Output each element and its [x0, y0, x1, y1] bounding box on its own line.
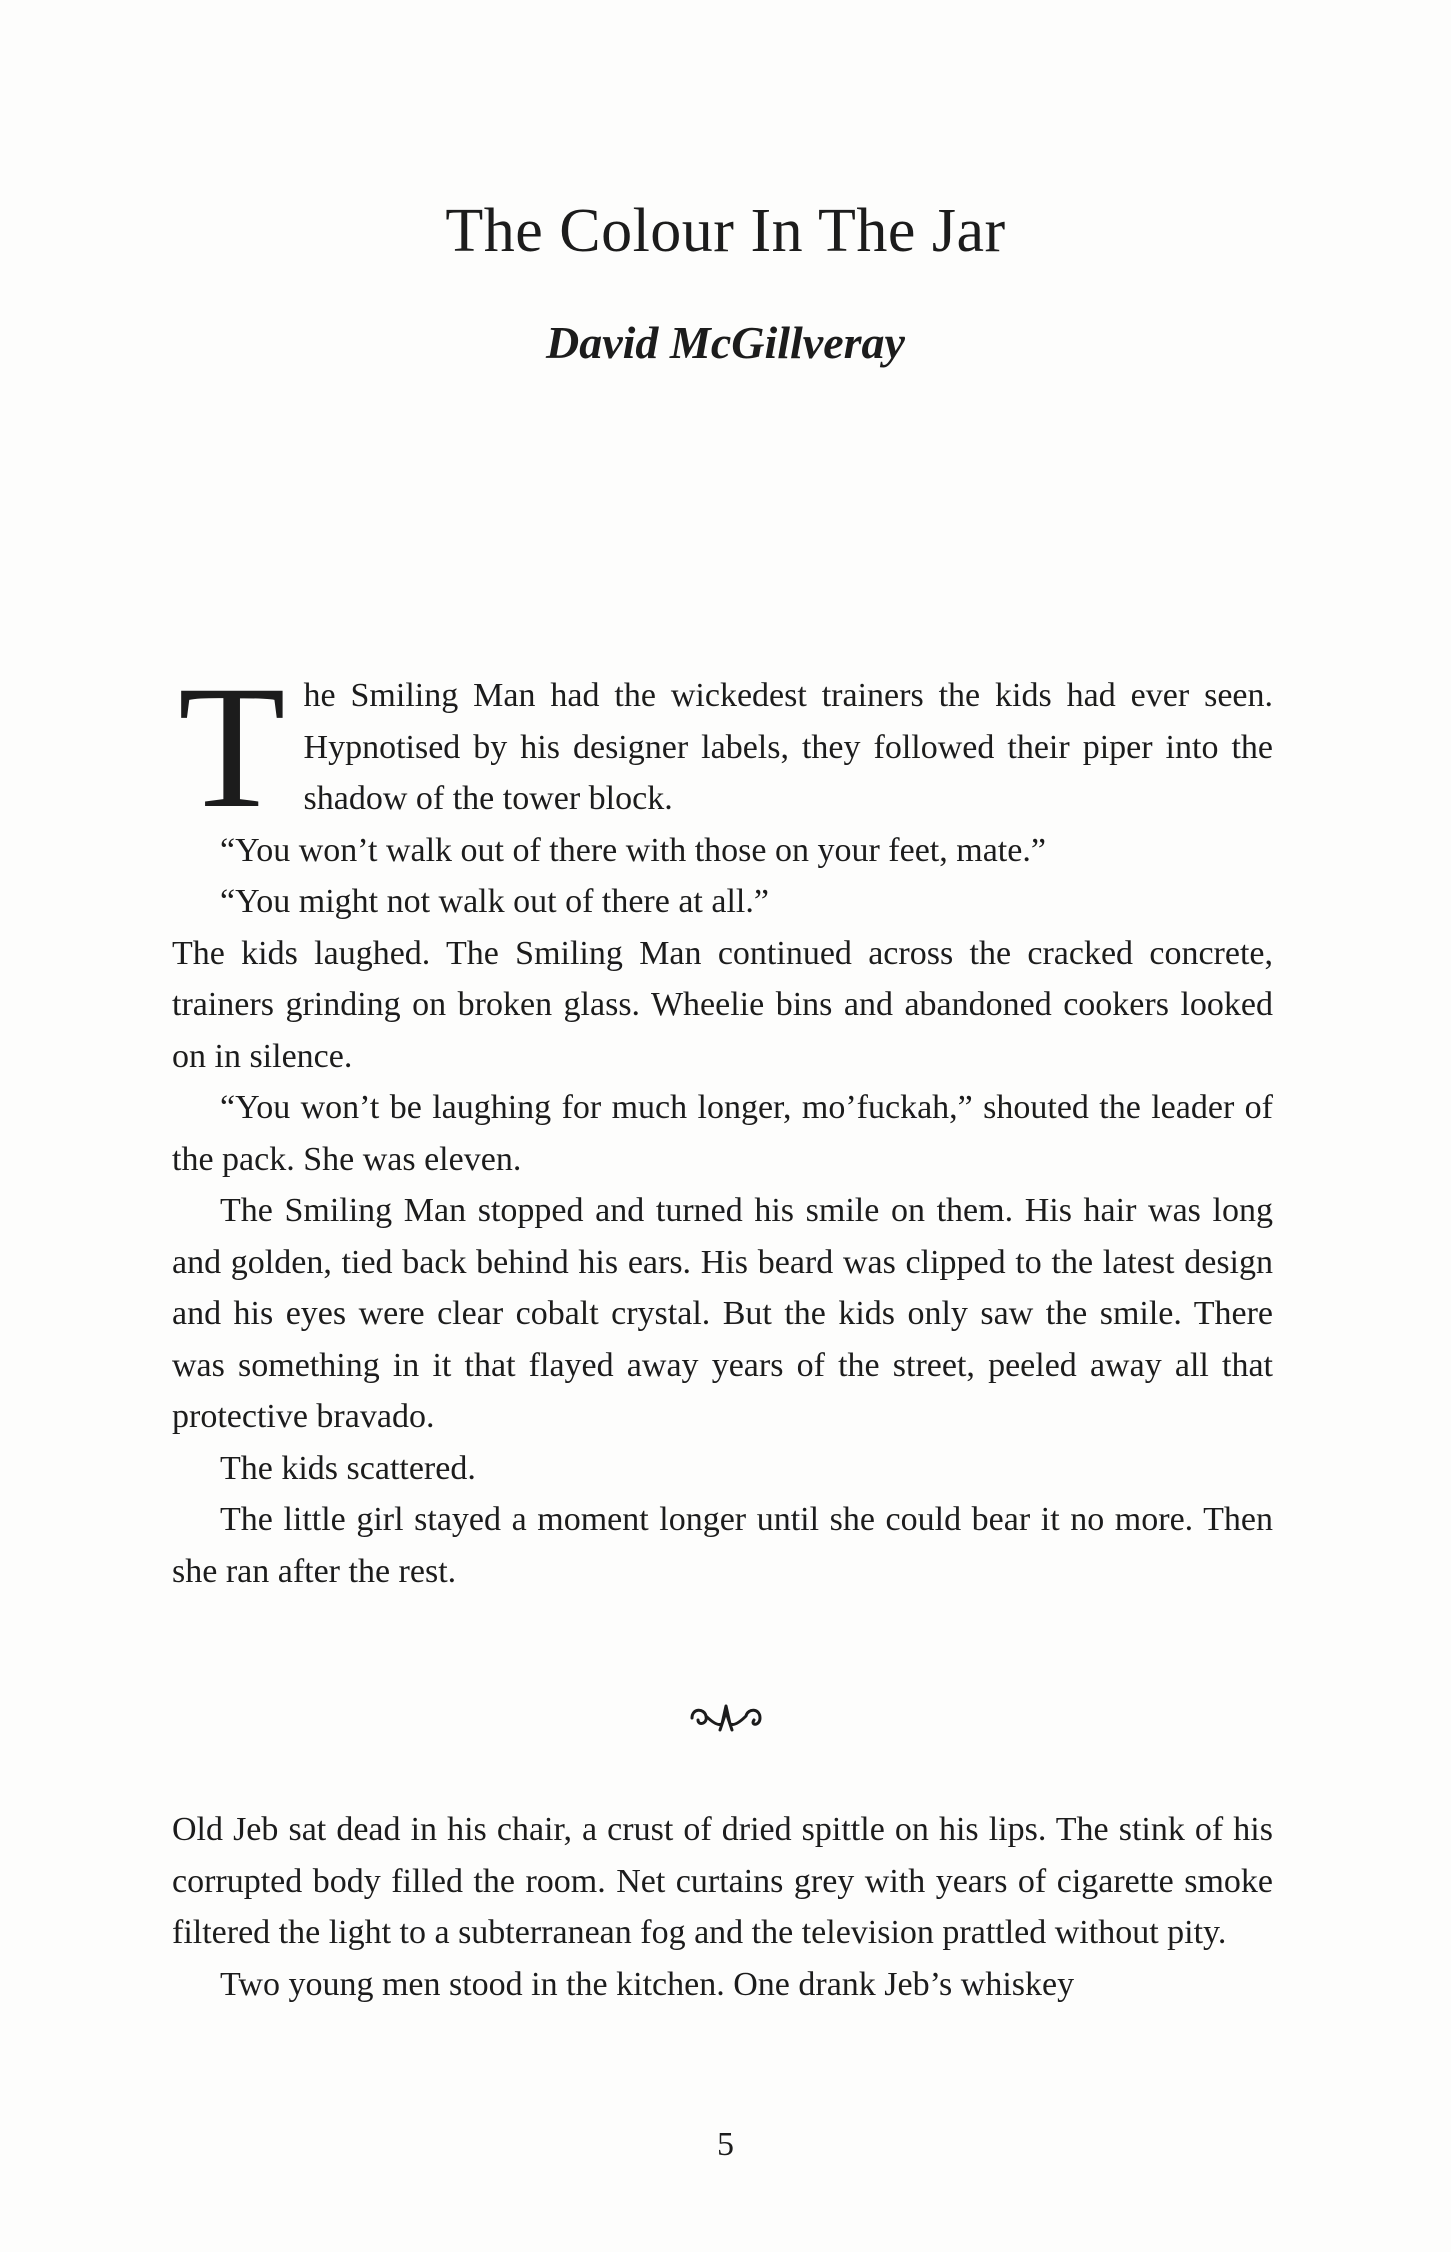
opening-paragraph: [172, 650, 1273, 845]
drop-cap: T: [178, 650, 286, 845]
paragraph: Old Jeb sat dead in his chair, a crust of dried spittle on his lips. The stink of his corrupted body filled the room. Net curtains grey with years of cigarette smoke filtered the light to a subterranean fog and the television prattled without pity.: [172, 1811, 1273, 1951]
paragraph: The kids laughed. The Smiling Man continued across the cracked concrete, trainers grinding on broken glass. Wheelie bins and abandoned cookers looked on in silence.: [172, 934, 1273, 1075]
paragraph: The Smiling Man stopped and turned his smile on them. His hair was long and golden, tied back behind his ears. His beard was clipped to the latest design and his eyes were clear cobalt crystal. But the kids only saw the smile. There was something in it that flayed away years of the street, peeled away all that protective bravado.: [172, 1192, 1273, 1435]
opening-text: he Smiling Man had the wickedest trainers the kids had ever seen. Hypnotised by his designer labels, they followed their piper into the shadow of the tower block.: [303, 677, 1273, 817]
paragraph: “You might not walk out of there at all.”: [220, 883, 769, 920]
paragraph: The kids scattered.: [220, 1449, 476, 1487]
paragraph: Two young men stood in the kitchen. One drank Jeb’s whiskey: [220, 1965, 1075, 2003]
paragraph: The little girl stayed a moment longer until she could bear it no more. Then she ran after the rest.: [172, 1501, 1273, 1590]
page-number: 5: [717, 2126, 734, 2163]
section-two: [172, 1804, 1273, 2010]
section-one: [172, 650, 1273, 1597]
section-break: [0, 1700, 1451, 1743]
paragraph: “You won’t walk out of there with those on your feet, mate.”: [220, 831, 1046, 869]
fleuron-ornament-icon: [684, 1700, 768, 1745]
story-title: The Colour In The Jar: [445, 197, 1006, 265]
paragraph: “You won’t be laughing for much longer, mo’fuckah,” shouted the leader of the pack. She was eleven.: [172, 1089, 1273, 1178]
author-name: David McGillveray: [546, 317, 905, 368]
